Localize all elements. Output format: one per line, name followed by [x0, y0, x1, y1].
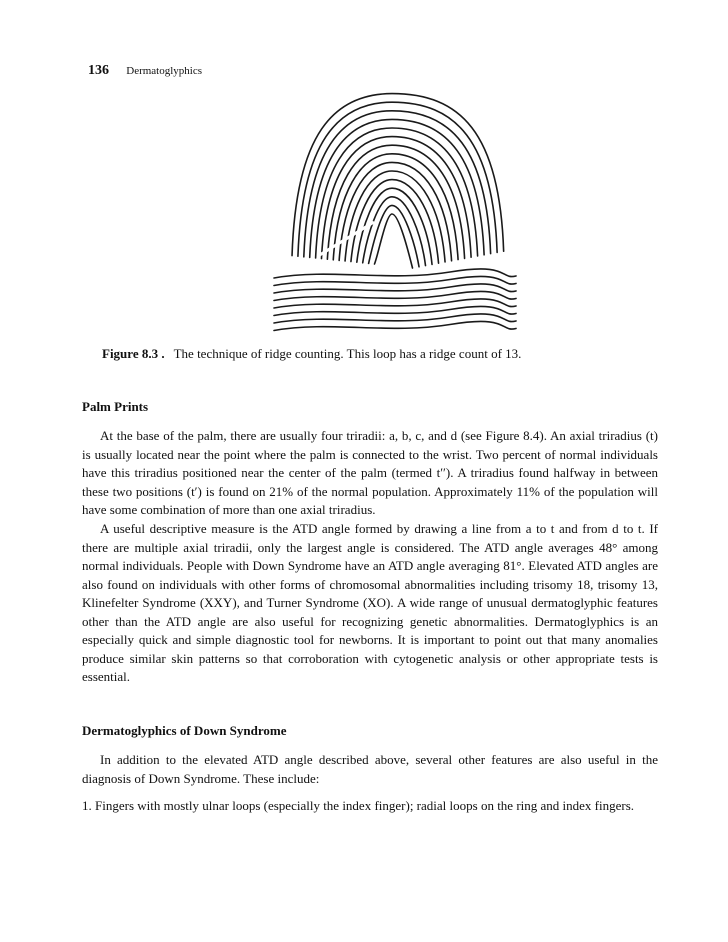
- fingerprint-loop-image: [270, 82, 518, 338]
- section-name: Dermatoglyphics: [126, 65, 203, 77]
- figure-label: Figure 8.3 .: [102, 346, 165, 361]
- paragraph-down-1: [82, 751, 658, 788]
- figure-caption: [102, 346, 521, 362]
- list-item-1: [82, 797, 658, 816]
- running-head: [88, 62, 202, 79]
- page-number: 136: [88, 63, 109, 78]
- paragraph-palm-2: [82, 520, 658, 687]
- fingerprint-figure: [270, 82, 518, 338]
- paragraph-text: A useful descriptive measure is the ATD angle formed by drawing a line from a to t and from d to t. If there are multiple axial triradii, only the largest angle is considered. The ATD angle averages 48° among normal individuals. People with Down Syndrome have an ATD angle averaging 81°. Elevated ATD angles are also found on individuals with other forms of chromosomal abnormalities including trisomy 18, trisomy 13, Klinefelter Syndrome (XXY), and Turner Syndrome (XO). A wide range of unusual dermatoglyphic features other than the ATD angle are also useful for recognizing genetic abnormalities. Dermatoglyphics is an especially quick and simple diagnostic tool for newborns. It is important to point out that many anomalies produce similar skin patterns so that corroboration with cytogenetic analysis or other appropriate tests is essential.: [82, 521, 658, 684]
- section-heading-down-syndrome: Dermatoglyphics of Down Syndrome: [82, 723, 287, 738]
- figure-caption-text: The technique of ridge counting. This loop has a ridge count of 13.: [173, 346, 522, 361]
- list-item-text: 1. Fingers with mostly ulnar loops (especially the index finger); radial loops on the ring and index fingers.: [82, 798, 635, 813]
- section-heading-palm-prints: Palm Prints: [82, 399, 149, 414]
- paragraph-text: At the base of the palm, there are usually four triradii: a, b, c, and d (see Figure 8.4). An axial triradius (t) is usually located near the point where the palm is connected to the wrist. Two percent of normal individuals have this triradius positioned near the center of the palm (termed t′′). A triradius found halfway in between these two positions (t′) is found on 21% of the normal population. Approximately 11% of the population will have some combination of more than one axial triradius.: [82, 428, 658, 517]
- paragraph-text: In addition to the elevated ATD angle described above, several other features are also useful in the diagnosis of Down Syndrome. These include:: [82, 752, 658, 786]
- paragraph-palm-1: [82, 427, 658, 520]
